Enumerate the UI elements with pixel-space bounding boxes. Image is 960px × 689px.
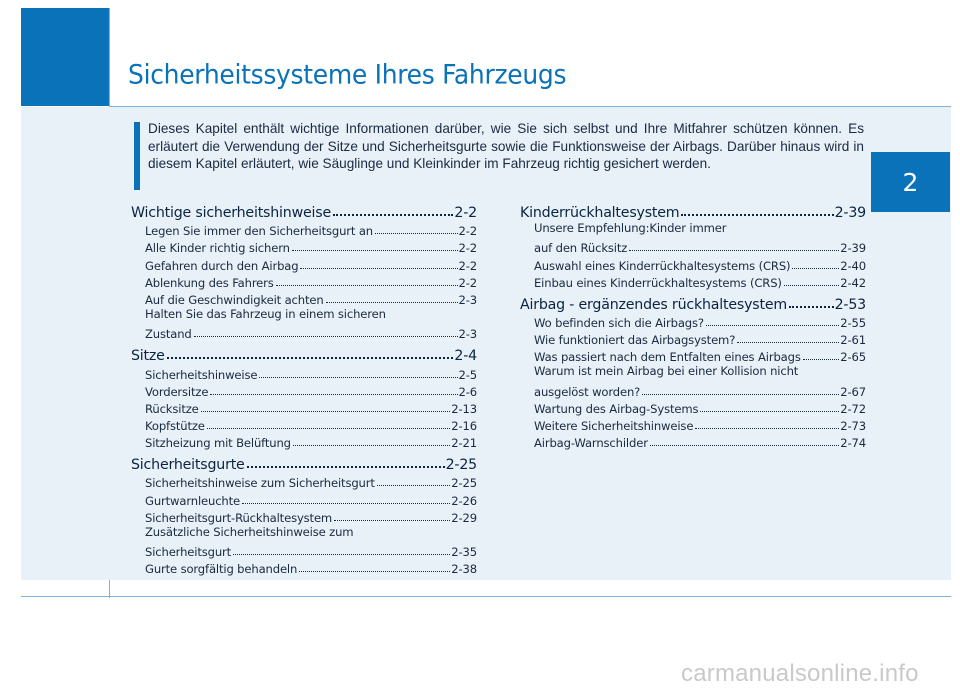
toc-subentry[interactable] <box>131 490 477 507</box>
toc-subentry-text: Sitzheizung mit Belüftung <box>145 436 291 451</box>
toc-leader-dots <box>300 268 457 269</box>
toc-subentry-text: Zusätzliche Sicherheitshinweise zum <box>145 524 354 539</box>
toc-subentry[interactable] <box>131 433 477 450</box>
toc-subentry[interactable] <box>131 508 477 525</box>
toc-subentry-page: 2-25 <box>451 476 477 491</box>
toc-subentry-page: 2-39 <box>840 241 866 256</box>
toc-leader-dots <box>784 285 840 286</box>
toc-subentry-text: ausgelöst worden? <box>534 384 641 399</box>
toc-subentry[interactable] <box>131 364 477 381</box>
toc-leader-dots <box>210 394 457 395</box>
toc-subentry[interactable] <box>131 416 477 433</box>
toc-subentry-text: Weitere Sicherheitshinweise <box>534 419 694 434</box>
toc-section-title: Kinderrückhaltesystem <box>520 205 680 221</box>
toc-leader-dots <box>642 394 839 395</box>
toc-subentry[interactable] <box>520 238 866 255</box>
toc-subentry-text: Auf die Geschwindigkeit achten <box>145 292 324 307</box>
toc-subentry-text: Wie funktioniert das Airbagsystem? <box>534 333 736 348</box>
toc-section-title: Sitze <box>131 348 165 365</box>
toc-subentry-text: Einbau eines Kinderrückhaltesystems (CRS) <box>534 275 782 290</box>
toc-subentry-text: Vordersitze <box>145 384 209 399</box>
toc-leader-dots <box>737 342 839 343</box>
toc-subentry[interactable] <box>520 273 866 290</box>
toc-subentry[interactable] <box>131 221 477 238</box>
toc-leader-dots <box>247 466 445 468</box>
toc-subentry-page: 2-5 <box>458 367 477 382</box>
toc-section-page: 2-39 <box>834 205 866 221</box>
toc-leader-dots <box>650 445 839 446</box>
toc-section-entry[interactable] <box>131 341 477 364</box>
toc-subentry-text: Kopfstütze <box>145 419 205 434</box>
toc-subentry[interactable] <box>131 273 477 290</box>
toc-subentry-text: Halten Sie das Fahrzeug in einem sicheren <box>145 306 386 321</box>
toc-subentry-page: 2-42 <box>840 275 866 290</box>
toc-subentry-page: 2-3 <box>458 327 477 342</box>
corner-accent-block <box>21 8 109 106</box>
toc-subentry-page: 2-26 <box>451 493 477 508</box>
toc-subentry-text: auf den Rücksitz <box>534 241 628 256</box>
toc-subentry-page: 2-55 <box>840 315 866 330</box>
toc-subentry-page: 2-2 <box>458 258 477 273</box>
toc-subentry[interactable] <box>131 238 477 255</box>
toc-subentry-text: Was passiert nach dem Entfalten eines Airbags <box>534 350 801 365</box>
toc-leader-dots <box>194 336 458 337</box>
toc-leader-dots <box>789 306 834 308</box>
toc-section-title: Wichtige sicherheitshinweise <box>131 205 331 221</box>
watermark: carmanualsonline.info <box>681 660 919 687</box>
toc-section-title: Airbag - ergänzendes rückhaltesystem <box>520 296 787 313</box>
toc-subentry-page: 2-35 <box>451 545 477 560</box>
toc-subentry[interactable] <box>520 416 866 433</box>
toc-subentry-page: 2-16 <box>451 419 477 434</box>
toc-subentry[interactable] <box>131 559 477 576</box>
toc-subentry-text: Zustand <box>145 327 192 342</box>
toc-leader-dots <box>377 485 451 486</box>
toc-subentry-text: Legen Sie immer den Sicherheitsgurt an <box>145 224 373 239</box>
toc-subentry-page: 2-2 <box>458 275 477 290</box>
toc-subentry-text: Wo befinden sich die Airbags? <box>534 315 704 330</box>
toc-subentry-text: Gefahren durch den Airbag <box>145 258 299 273</box>
toc-subentry-page: 2-13 <box>451 401 477 416</box>
toc-subentry-page: 2-2 <box>458 241 477 256</box>
toc-leader-dots <box>334 520 450 521</box>
toc-subentry-page: 2-2 <box>458 224 477 239</box>
toc-subentry-text: Rücksitze <box>145 401 199 416</box>
toc-subentry-page: 2-38 <box>451 562 477 577</box>
toc-section-entry[interactable] <box>131 198 477 221</box>
intro-box <box>134 120 864 173</box>
toc-subentry-text: Sicherheitsgurt-Rückhaltesystem <box>145 510 333 525</box>
toc-section-entry[interactable] <box>520 290 866 313</box>
toc-subentry-text: Sicherheitshinweise zum Sicherheitsgurt <box>145 476 375 491</box>
toc-leader-dots <box>706 325 839 326</box>
toc-subentry-text: Warum ist mein Airbag bei einer Kollision nicht <box>534 364 799 379</box>
toc-subentry-page: 2-65 <box>840 350 866 365</box>
toc-section-page: 2-4 <box>454 348 477 365</box>
toc-subentry[interactable] <box>131 324 477 341</box>
toc-section-entry[interactable] <box>131 450 477 473</box>
toc-subentry-text: Ablenkung des Fahrers <box>145 275 274 290</box>
toc-subentry-page: 2-73 <box>840 419 866 434</box>
toc-subentry-page: 2-72 <box>840 401 866 416</box>
toc-subentry[interactable] <box>520 255 866 272</box>
toc-leader-dots <box>681 214 833 216</box>
page-title: Sicherheitssysteme Ihres Fahrzeugs <box>128 59 567 90</box>
toc-subentry-page: 2-6 <box>458 384 477 399</box>
toc-subentry-text: Wartung des Airbag-Systems <box>534 401 699 416</box>
toc-leader-dots <box>293 445 450 446</box>
toc-leader-dots <box>233 554 450 555</box>
intro-text: Dieses Kapitel enthält wichtige Informationen darüber, wie Sie sich selbst und Ihre Mitfahrer schützen können. Es erläutert die Verwendung der Sitze und Sicherheitsgurte sowie die Funktionsweise der Airbags. Darüber hinaus wird in diesem Kapitel erläutert, wie Säuglinge und Kleinkinder im Fahrzeug richtig gesichert werden. <box>148 121 864 171</box>
toc-leader-dots <box>242 503 450 504</box>
toc-leader-dots <box>276 285 458 286</box>
toc-section-page: 2-25 <box>445 457 477 474</box>
toc-leader-dots <box>259 377 457 378</box>
toc-subentry-page: 2-67 <box>840 384 866 399</box>
toc-right-column <box>520 198 866 450</box>
toc-subentry[interactable] <box>131 290 477 307</box>
toc-leader-dots <box>207 428 451 429</box>
toc-subentry[interactable] <box>520 221 866 238</box>
chapter-tab[interactable]: 2 <box>871 152 950 212</box>
toc-subentry-page: 2-29 <box>451 510 477 525</box>
toc-subentry-text: Sicherheitshinweise <box>145 367 258 382</box>
toc-leader-dots <box>375 233 458 234</box>
toc-subentry[interactable] <box>131 542 477 559</box>
toc-subentry-page: 2-3 <box>458 292 477 307</box>
toc-subentry[interactable] <box>520 347 866 364</box>
toc-subentry-page: 2-61 <box>840 333 866 348</box>
toc-left-column <box>131 198 477 576</box>
toc-section-page: 2-2 <box>454 205 477 221</box>
toc-leader-dots <box>299 571 450 572</box>
toc-subentry[interactable] <box>520 382 866 399</box>
toc-leader-dots <box>333 214 453 216</box>
toc-section-title: Sicherheitsgurte <box>131 457 245 474</box>
toc-subentry-text: Alle Kinder richtig sichern <box>145 241 290 256</box>
toc-subentry-text: Auswahl eines Kinderrückhaltesystems (CRS) <box>534 258 791 273</box>
toc-subentry[interactable] <box>131 473 477 490</box>
toc-subentry[interactable] <box>520 433 866 450</box>
toc-leader-dots <box>700 411 839 412</box>
toc-leader-dots <box>167 357 454 359</box>
toc-subentry-text: Airbag-Warnschilder <box>534 436 648 451</box>
toc-subentry[interactable] <box>520 330 866 347</box>
toc-subentry-page: 2-74 <box>840 436 866 451</box>
toc-subentry-text: Unsere Empfehlung:Kinder immer <box>534 221 727 235</box>
toc-subentry[interactable] <box>131 399 477 416</box>
toc-leader-dots <box>803 359 840 360</box>
toc-section-entry[interactable] <box>520 198 866 221</box>
bottom-rule <box>21 596 951 597</box>
toc-subentry[interactable] <box>520 399 866 416</box>
toc-subentry[interactable] <box>520 364 866 381</box>
toc-subentry[interactable] <box>131 307 477 324</box>
toc-leader-dots <box>792 268 839 269</box>
toc-subentry[interactable] <box>131 382 477 399</box>
toc-subentry-page: 2-21 <box>451 436 477 451</box>
intro-accent-bar <box>134 122 140 190</box>
toc-section-page: 2-53 <box>834 296 866 313</box>
toc-leader-dots <box>201 411 451 412</box>
toc-subentry-text: Gurtwarnleuchte <box>145 493 240 508</box>
toc-subentry[interactable] <box>520 313 866 330</box>
toc-subentry-page: 2-40 <box>840 258 866 273</box>
toc-leader-dots <box>629 250 839 251</box>
toc-leader-dots <box>695 428 839 429</box>
toc-subentry[interactable] <box>131 525 477 542</box>
toc-leader-dots <box>292 250 458 251</box>
toc-leader-dots <box>326 302 458 303</box>
toc-subentry-text: Gurte sorgfältig behandeln <box>145 562 298 577</box>
toc-subentry[interactable] <box>131 255 477 272</box>
toc-subentry-text: Sicherheitsgurt <box>145 545 232 560</box>
